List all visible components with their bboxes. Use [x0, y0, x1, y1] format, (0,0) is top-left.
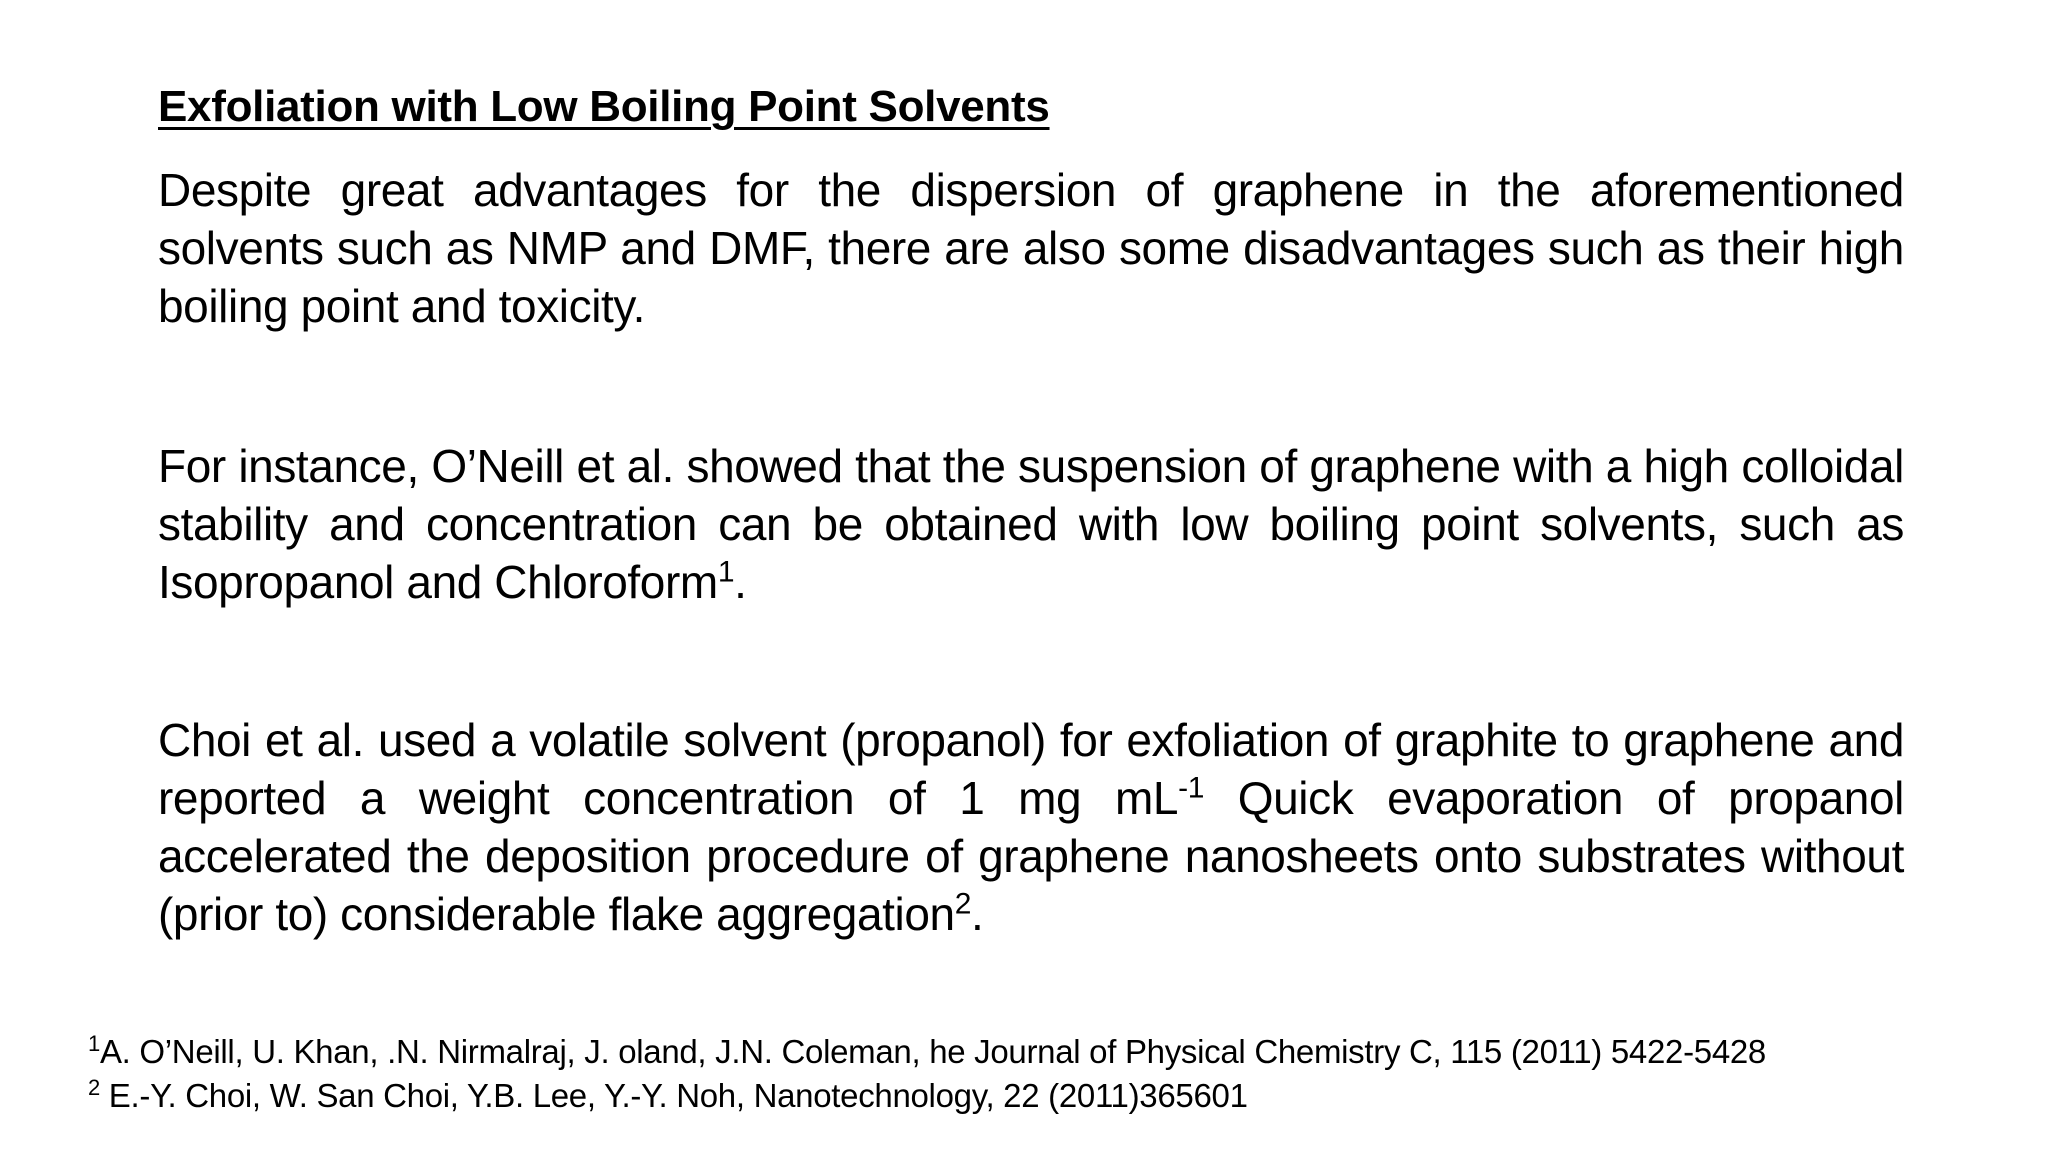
paragraph-choi [158, 711, 1904, 943]
citation-marker-1: 1 [717, 555, 735, 589]
paragraph-oneill-text: For instance, O’Neill et al. showed that the suspension of graphene with a high colloidal stability and concentration can be obtained with low boiling point solvents, such as Isopropanol and Chloroform [158, 440, 1904, 608]
reference-1 [88, 1030, 1766, 1074]
citation-marker-2: 2 [954, 887, 972, 921]
unit-exponent: -1 [1178, 771, 1204, 805]
slide-title: Exfoliation with Low Boiling Point Solvents [158, 82, 1050, 131]
paragraph-oneill [158, 437, 1904, 611]
paragraph-choi-end: . [971, 888, 984, 940]
paragraph-oneill-end: . [734, 556, 747, 608]
paragraph-disadvantages [158, 161, 1904, 335]
reference-1-marker: 1 [88, 1031, 100, 1056]
reference-2-text: E.-Y. Choi, W. San Choi, Y.B. Lee, Y.-Y. Noh, Nanotechnology, 22 (2011)365601 [99, 1077, 1248, 1114]
paragraph-choi-text-a: Choi et al. used a volatile solvent (propanol) for exfoliation of graphite to graphene and reported a weight concentration of 1 mg mL [158, 714, 1904, 824]
paragraph-choi-text-b: Quick evaporation of propanol accelerated the deposition procedure of graphene nanosheets onto substrates without (prior to) considerable flake aggregation [158, 772, 1904, 940]
paragraph-disadvantages-text: Despite great advantages for the dispersion of graphene in the aforementioned solvents such as NMP and DMF, there are also some disadvantages such as their high boiling point and toxicity. [158, 164, 1904, 332]
reference-2-marker: 2 [88, 1075, 100, 1100]
reference-1-text: A. O’Neill, U. Khan, .N. Nirmalraj, J. oland, J.N. Coleman, he Journal of Physical Chemistry C, 115 (2011) 5422-5428 [99, 1033, 1766, 1070]
reference-2 [88, 1074, 1248, 1118]
